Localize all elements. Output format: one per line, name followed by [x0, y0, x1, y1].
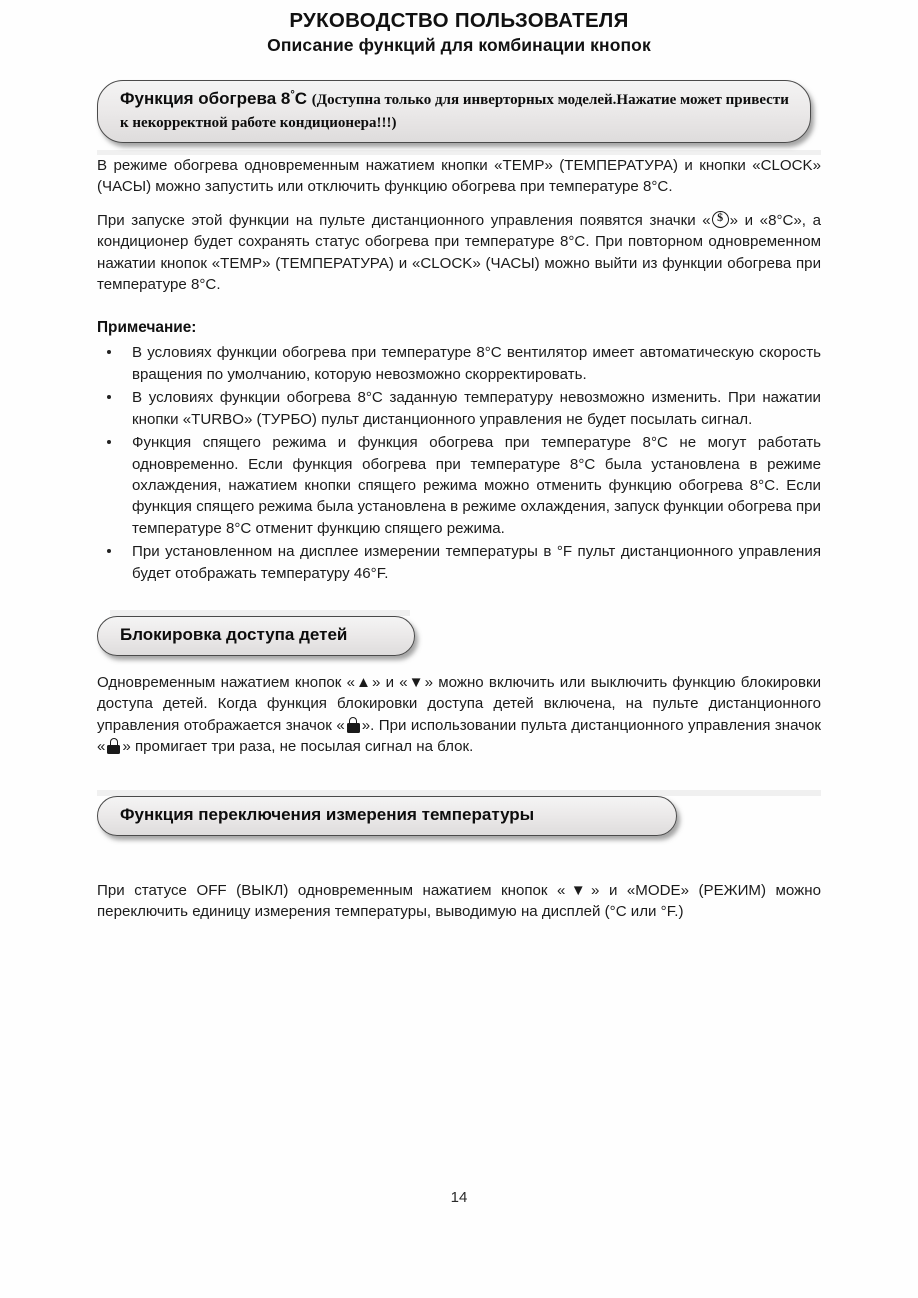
- unit-symbol: C: [294, 89, 308, 108]
- list-item-text: Функция спящего режима и функция обогрева при температуре 8°C не могут работать одновременно. Если функция обогрева при температуре 8°C была установлена в режиме охлаждения, нажатием кнопки спящего режима можно отменить функцию обогрева 8°C. Если функция спящего режима была установлена в режиме охлаждения, запуск функции обогрева при температуре 8°C отменит функцию спящего режима.: [132, 434, 821, 537]
- list-item-text: В условиях функции обогрева при температуре 8°C вентилятор имеет автоматическую скорость вращения по умолчанию, которую невозможно скорректировать.: [132, 344, 821, 383]
- section-heading-childlock: [97, 616, 415, 656]
- paragraph-childlock-part2: ». При использовании пульта дистанционного управления значок «: [97, 716, 821, 756]
- list-item-text: При установленном на дисплее измерении температуры в °F пульт дистанционного управления будет отображать температуру 46°F.: [132, 543, 821, 582]
- circled-dollar-snowflake-icon: [712, 211, 729, 228]
- list-item: [97, 432, 821, 539]
- bullet-icon: [107, 440, 111, 444]
- heading-text-heating8: [120, 88, 790, 134]
- paragraph-childlock-part1: Одновременным нажатием кнопок «▲» и «▼» можно включить или выключить функцию блокировки доступа детей. Когда функция блокировки доступа детей включена, на пульте дистанционного управления отображается значок «: [97, 673, 821, 734]
- paragraph-heating8-icons: [97, 210, 821, 296]
- note-list: [97, 342, 821, 584]
- paragraph-childlock: [97, 672, 821, 758]
- section-heading-heating8: [97, 80, 811, 143]
- list-item: [97, 342, 821, 385]
- padlock-body: [347, 723, 360, 733]
- paragraph-childlock-part3: » промигает три раза, не посылая сигнал на блок.: [122, 738, 474, 756]
- heading-text-childlock: Блокировка доступа детей: [120, 625, 348, 645]
- heading-text-unitswitch: Функция переключения измерения температуры: [120, 804, 535, 824]
- page-subtitle: Описание функций для комбинации кнопок: [267, 35, 651, 55]
- list-item: [97, 387, 821, 430]
- note-heading: Примечание:: [97, 319, 197, 337]
- bullet-icon: [107, 395, 111, 399]
- paragraph-heating8-intro: В режиме обогрева одновременным нажатием кнопки «TEMP» (ТЕМПЕРАТУРА) и кнопки «CLOCK» (ЧАСЫ) можно запустить или отключить функцию обогрева при температуре 8°C.: [97, 156, 821, 196]
- heading-label-heating8: Функция обогрева 8: [120, 89, 291, 108]
- paragraph-heating8-icons-part2: » и «8°C», а кондиционер будет сохранять статус обогрева при температуре 8°C. При повторном одновременном нажатии кнопок «TEMP» (ТЕМПЕРАТУРА) и «CLOCK» (ЧАСЫ) можно выйти из функции обогрева при температуре 8°C.: [97, 211, 821, 293]
- section-heading-unitswitch: [97, 796, 677, 836]
- paragraph-unitswitch: При статусе OFF (ВЫКЛ) одновременным нажатием кнопок «▼» и «MODE» (РЕЖИМ) можно переключить единицу измерения температуры, выводимую на дисплей (°C или °F.): [97, 881, 821, 921]
- degree-symbol: °: [290, 89, 295, 101]
- bullet-icon: [107, 350, 111, 354]
- page-title: РУКОВОДСТВО ПОЛЬЗОВАТЕЛЯ: [289, 9, 629, 32]
- bullet-icon: [107, 549, 111, 553]
- page-number: 14: [450, 1189, 468, 1206]
- list-item: [97, 541, 821, 584]
- padlock-icon: [107, 738, 120, 754]
- heading-note-heating8: (Доступна только для инверторных моделей.Нажатие может привести к некорректной работе кондиционера!!!): [120, 92, 789, 131]
- page-content: [97, 0, 821, 934]
- padlock-icon: [347, 717, 360, 733]
- padlock-body: [107, 745, 120, 755]
- list-item-text: В условиях функции обогрева 8°C заданную температуру невозможно изменить. При нажатии кнопки «TURBO» (ТУРБО) пульт дистанционного управления не будет посылать сигнал.: [132, 389, 821, 428]
- paragraph-heating8-icons-part1: При запуске этой функции на пульте дистанционного управления появятся значки «: [97, 211, 711, 229]
